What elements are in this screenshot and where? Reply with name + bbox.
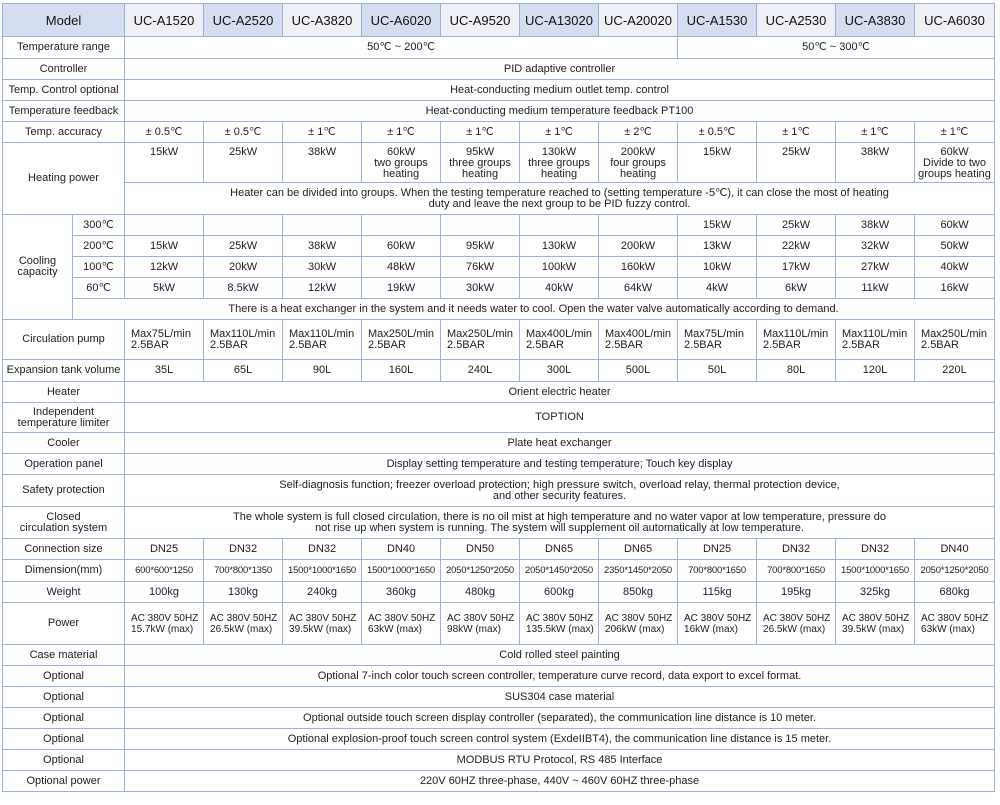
accuracy-cell: ± 1℃ [836,122,915,143]
power-cell: AC 380V 50HZ 26.5kW (max) [204,603,283,645]
heating-cell: 15kW [678,143,757,183]
power-cell: AC 380V 50HZ 63kW (max) [362,603,441,645]
pump-cell: Max75L/min 2.5BAR [125,320,204,360]
row-label: Cooler [3,433,125,454]
closed-circulation-value: The whole system is full closed circulation, there is no oil mist at high temperature and no water vapor at low temperature, pressure do not rise up when system is running. The system will supplement oil automatically at low temperature. [125,507,995,539]
accuracy-cell: ± 1℃ [362,122,441,143]
cooling-temp: 300℃ [73,215,125,236]
connection-cell: DN25 [678,539,757,560]
cooling-cell: 30kW [283,257,362,278]
row-label: Heating power [3,143,125,215]
pump-cell: Max400L/min 2.5BAR [599,320,678,360]
header-row [3,4,995,37]
dimension-cell: 600*600*1250 [125,560,204,582]
cooling-cell: 13kW [678,236,757,257]
model-name: UC-A6030 [915,4,995,37]
tank-cell: 65L [204,360,283,382]
controller-row [3,59,995,80]
tank-cell: 240L [441,360,520,382]
cooling-row-60 [3,278,995,299]
connection-cell: DN25 [125,539,204,560]
tank-cell: 80L [757,360,836,382]
weight-cell: 360kg [362,582,441,603]
row-label: Optional [3,750,125,771]
cooling-cell: 60kW [915,215,995,236]
cooling-cell [441,215,520,236]
tank-cell: 90L [283,360,362,382]
optional-row [3,666,995,687]
temp-accuracy-row [3,122,995,143]
heating-cell: 60kW Divide to two groups heating [915,143,995,183]
cooling-cell: 11kW [836,278,915,299]
operation-panel-row [3,454,995,475]
cooling-cell [125,215,204,236]
cooling-cell: 76kW [441,257,520,278]
weight-cell: 130kg [204,582,283,603]
cooling-cell [204,215,283,236]
connection-cell: DN65 [599,539,678,560]
connection-cell: DN50 [441,539,520,560]
temperature-range-row [3,37,995,59]
cooling-note-row [3,299,995,320]
cooling-cell: 8.5kW [204,278,283,299]
cooling-cell: 6kW [757,278,836,299]
dimension-cell: 2050*1250*2050 [441,560,520,582]
connection-cell: DN32 [836,539,915,560]
cooling-cell: 40kW [520,278,599,299]
temperature-feedback-row [3,101,995,122]
pump-cell: Max250L/min 2.5BAR [915,320,995,360]
row-label: Controller [3,59,125,80]
pump-cell: Max250L/min 2.5BAR [362,320,441,360]
cooling-cell: 25kW [757,215,836,236]
weight-cell: 100kg [125,582,204,603]
cooling-cell [599,215,678,236]
accuracy-cell: ± 1℃ [283,122,362,143]
accuracy-cell: ± 1℃ [757,122,836,143]
cooling-cell: 100kW [520,257,599,278]
dimension-cell: 2350*1450*2050 [599,560,678,582]
cooling-cell: 5kW [125,278,204,299]
accuracy-cell: ± 0.5℃ [678,122,757,143]
connection-cell: DN32 [283,539,362,560]
limiter-row [3,403,995,433]
dimension-cell: 1500*1000*1650 [362,560,441,582]
row-label: Temp. Control optional [3,80,125,101]
case-material-value: Cold rolled steel painting [125,645,995,666]
accuracy-cell: ± 1℃ [520,122,599,143]
dimension-cell: 700*800*1650 [757,560,836,582]
cooling-cell: 17kW [757,257,836,278]
row-label: Operation panel [3,454,125,475]
weight-cell: 115kg [678,582,757,603]
cooling-cell: 50kW [915,236,995,257]
heating-note: Heater can be divided into groups. When the testing temperature reached to (setting temperature -5℃), it can close the most of heating duty and leave the next group to be PID fuzzy control. [125,183,995,215]
cooler-row [3,433,995,454]
cooling-capacity-label: Cooling capacity [3,215,73,320]
heating-cell: 95kW three groups heating [441,143,520,183]
cooling-cell [520,215,599,236]
tank-cell: 500L [599,360,678,382]
circulation-pump-row [3,320,995,360]
model-name: UC-A1520 [125,4,204,37]
cooling-cell [283,215,362,236]
cooling-cell: 15kW [125,236,204,257]
cooler-value: Plate heat exchanger [125,433,995,454]
row-label: Connection size [3,539,125,560]
cooling-cell: 40kW [915,257,995,278]
cooling-temp: 200℃ [73,236,125,257]
limiter-value: TOPTION [125,403,995,433]
weight-cell: 195kg [757,582,836,603]
row-label: Optional [3,729,125,750]
cooling-temp: 60℃ [73,278,125,299]
weight-row [3,582,995,603]
connection-cell: DN32 [757,539,836,560]
dimension-row [3,560,995,582]
power-cell: AC 380V 50HZ 135.5kW (max) [520,603,599,645]
heating-note-row [3,183,995,215]
cooling-note: There is a heat exchanger in the system and it needs water to cool. Open the water valve automatically according to demand. [73,299,995,320]
cooling-cell [362,215,441,236]
cooling-cell: 15kW [678,215,757,236]
accuracy-cell: ± 2℃ [599,122,678,143]
cooling-cell: 12kW [125,257,204,278]
temperature-range-a: 50℃ ~ 200℃ [125,37,678,59]
case-material-row [3,645,995,666]
cooling-cell: 22kW [757,236,836,257]
expansion-tank-row [3,360,995,382]
optional-value: MODBUS RTU Protocol, RS 485 Interface [125,750,995,771]
model-name: UC-A1530 [678,4,757,37]
cooling-row-100 [3,257,995,278]
power-cell: AC 380V 50HZ 39.5kW (max) [283,603,362,645]
power-cell: AC 380V 50HZ 16kW (max) [678,603,757,645]
accuracy-cell: ± 0.5℃ [125,122,204,143]
cooling-cell: 16kW [915,278,995,299]
row-label: Temperature feedback [3,101,125,122]
accuracy-cell: ± 1℃ [915,122,995,143]
row-label: Weight [3,582,125,603]
row-label: Independent temperature limiter [3,403,125,433]
row-label: Closed circulation system [3,507,125,539]
optional-power-row [3,771,995,792]
heating-cell: 38kW [836,143,915,183]
optional-row [3,708,995,729]
model-name: UC-A2530 [757,4,836,37]
closed-circulation-row [3,507,995,539]
row-label: Circulation pump [3,320,125,360]
connection-cell: DN40 [362,539,441,560]
cooling-cell: 25kW [204,236,283,257]
model-name: UC-A3820 [283,4,362,37]
accuracy-cell: ± 0.5℃ [204,122,283,143]
pump-cell: Max250L/min 2.5BAR [441,320,520,360]
heating-cell: 25kW [204,143,283,183]
optional-value: Optional 7-inch color touch screen controller, temperature curve record, data export to excel format. [125,666,995,687]
heating-cell: 60kW two groups heating [362,143,441,183]
row-label: Optional [3,687,125,708]
cooling-cell: 38kW [836,215,915,236]
power-cell: AC 380V 50HZ 98kW (max) [441,603,520,645]
heater-row [3,382,995,403]
optional-value: Optional explosion-proof touch screen control system (ExdeIIBT4), the communication line distance is 15 meter. [125,729,995,750]
row-label: Power [3,603,125,645]
cooling-cell: 200kW [599,236,678,257]
controller-value: PID adaptive controller [125,59,995,80]
model-name: UC-A2520 [204,4,283,37]
cooling-cell: 19kW [362,278,441,299]
cooling-cell: 27kW [836,257,915,278]
cooling-cell: 48kW [362,257,441,278]
cooling-cell: 10kW [678,257,757,278]
connection-size-row [3,539,995,560]
heating-power-row [3,143,995,183]
temperature-range-b: 50℃ ~ 300℃ [678,37,995,59]
optional-row [3,687,995,708]
power-row [3,603,995,645]
tank-cell: 50L [678,360,757,382]
heating-cell: 25kW [757,143,836,183]
model-name: UC-A9520 [441,4,520,37]
heating-cell: 15kW [125,143,204,183]
connection-cell: DN32 [204,539,283,560]
heating-cell: 38kW [283,143,362,183]
model-name: UC-A13020 [520,4,599,37]
weight-cell: 680kg [915,582,995,603]
tank-cell: 160L [362,360,441,382]
pump-cell: Max110L/min 2.5BAR [836,320,915,360]
temp-control-value: Heat-conducting medium outlet temp. control [125,80,995,101]
cooling-cell: 4kW [678,278,757,299]
operation-panel-value: Display setting temperature and testing temperature; Touch key display [125,454,995,475]
pump-cell: Max110L/min 2.5BAR [283,320,362,360]
spec-table [2,3,995,792]
power-cell: AC 380V 50HZ 39.5kW (max) [836,603,915,645]
cooling-cell: 95kW [441,236,520,257]
row-label: Temp. accuracy [3,122,125,143]
weight-cell: 240kg [283,582,362,603]
dimension-cell: 1500*1000*1650 [283,560,362,582]
tank-cell: 300L [520,360,599,382]
safety-row [3,475,995,507]
weight-cell: 325kg [836,582,915,603]
dimension-cell: 700*800*1350 [204,560,283,582]
row-label: Expansion tank volume [3,360,125,382]
tank-cell: 35L [125,360,204,382]
power-cell: AC 380V 50HZ 26.5kW (max) [757,603,836,645]
power-cell: AC 380V 50HZ 15.7kW (max) [125,603,204,645]
weight-cell: 850kg [599,582,678,603]
model-name: UC-A20020 [599,4,678,37]
temperature-feedback-value: Heat-conducting medium temperature feedback PT100 [125,101,995,122]
row-label: Safety protection [3,475,125,507]
tank-cell: 220L [915,360,995,382]
power-cell: AC 380V 50HZ 206kW (max) [599,603,678,645]
row-label: Optional [3,666,125,687]
power-cell: AC 380V 50HZ 63kW (max) [915,603,995,645]
connection-cell: DN40 [915,539,995,560]
cooling-cell: 60kW [362,236,441,257]
accuracy-cell: ± 1℃ [441,122,520,143]
dimension-cell: 2050*1450*2050 [520,560,599,582]
cooling-cell: 38kW [283,236,362,257]
cooling-cell: 20kW [204,257,283,278]
cooling-cell: 160kW [599,257,678,278]
cooling-temp: 100℃ [73,257,125,278]
model-name: UC-A3830 [836,4,915,37]
cooling-cell: 130kW [520,236,599,257]
cooling-cell: 30kW [441,278,520,299]
row-label: Heater [3,382,125,403]
row-label: Optional [3,708,125,729]
model-name: UC-A6020 [362,4,441,37]
pump-cell: Max110L/min 2.5BAR [204,320,283,360]
heater-value: Orient electric heater [125,382,995,403]
dimension-cell: 1500*1000*1650 [836,560,915,582]
pump-cell: Max110L/min 2.5BAR [757,320,836,360]
optional-power-value: 220V 60HZ three-phase, 440V ~ 460V 60HZ three-phase [125,771,995,792]
cooling-row-300 [3,215,995,236]
cooling-row-200 [3,236,995,257]
optional-value: SUS304 case material [125,687,995,708]
weight-cell: 600kg [520,582,599,603]
pump-cell: Max75L/min 2.5BAR [678,320,757,360]
row-label: Temperature range [3,37,125,59]
optional-value: Optional outside touch screen display controller (separated), the communication line distance is 10 meter. [125,708,995,729]
row-label: Dimension(mm) [3,560,125,582]
model-label: Model [3,4,125,37]
row-label: Case material [3,645,125,666]
optional-row [3,750,995,771]
heating-cell: 130kW three groups heating [520,143,599,183]
cooling-cell: 64kW [599,278,678,299]
temp-control-row [3,80,995,101]
dimension-cell: 700*800*1650 [678,560,757,582]
pump-cell: Max400L/min 2.5BAR [520,320,599,360]
cooling-cell: 12kW [283,278,362,299]
weight-cell: 480kg [441,582,520,603]
tank-cell: 120L [836,360,915,382]
row-label: Optional power [3,771,125,792]
cooling-cell: 32kW [836,236,915,257]
optional-row [3,729,995,750]
heating-cell: 200kW four groups heating [599,143,678,183]
safety-value: Self-diagnosis function; freezer overload protection; high pressure switch, overload relay, thermal protection device, and other security features. [125,475,995,507]
connection-cell: DN65 [520,539,599,560]
dimension-cell: 2050*1250*2050 [915,560,995,582]
